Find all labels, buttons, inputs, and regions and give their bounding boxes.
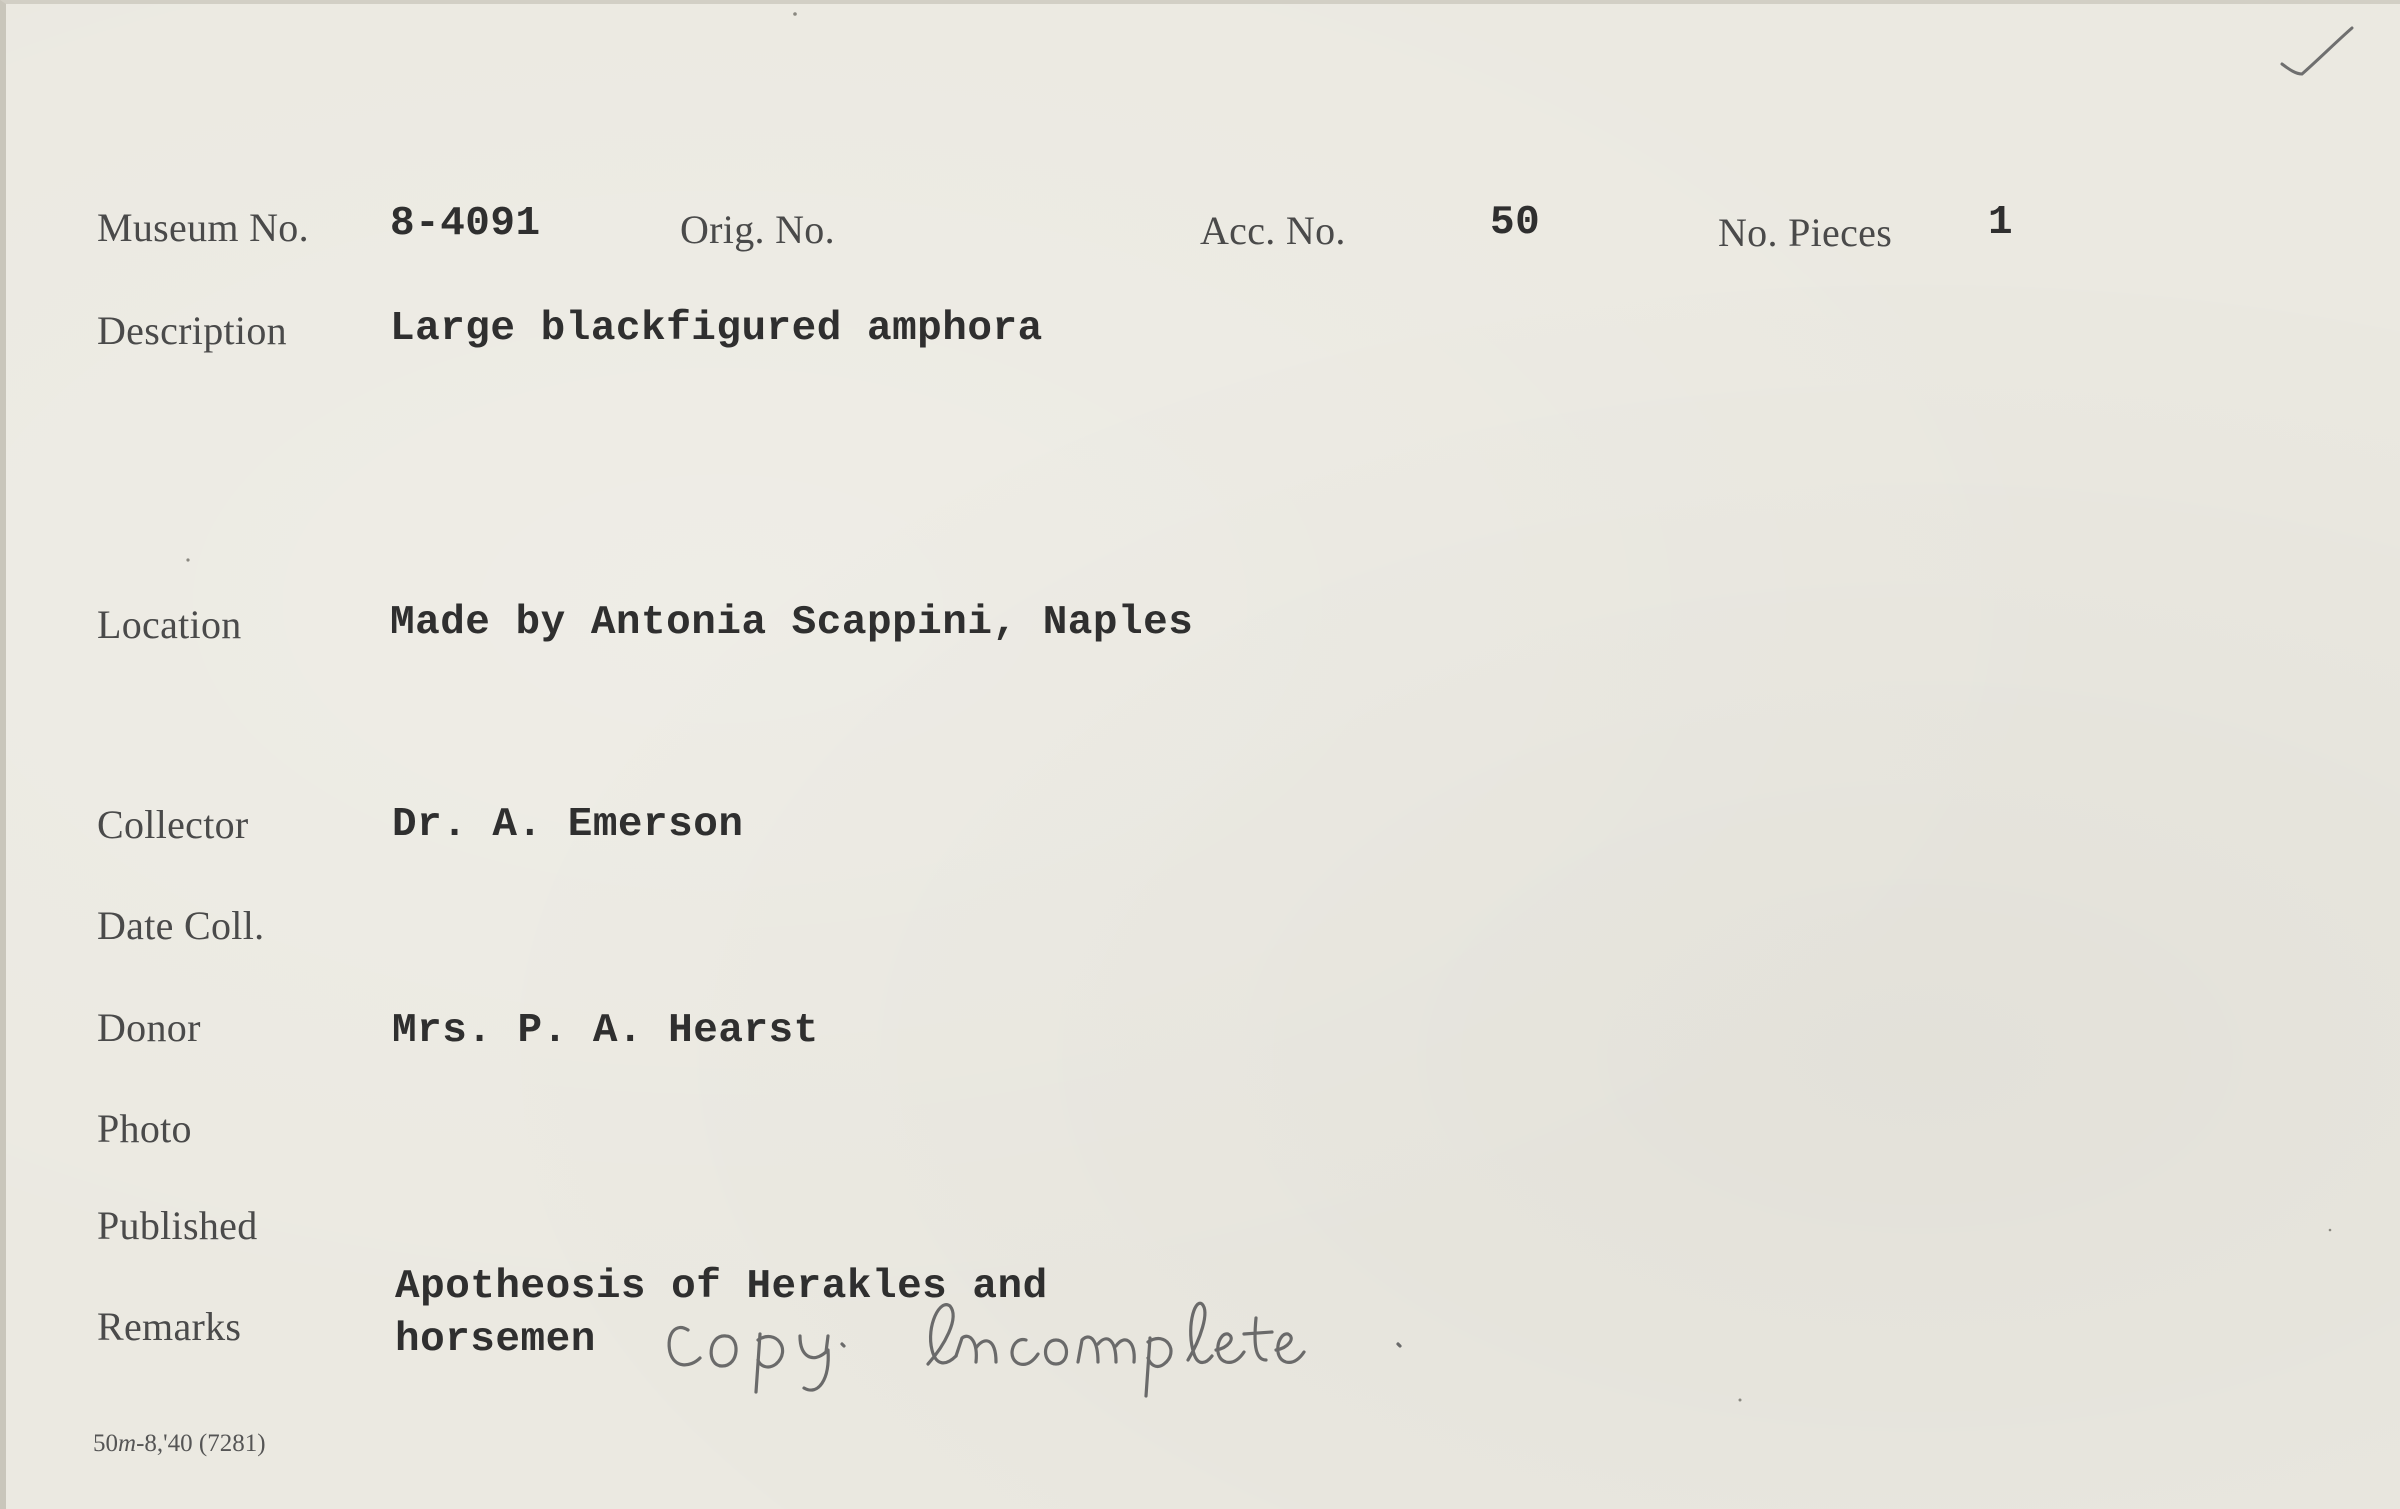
location-label: Location bbox=[97, 602, 242, 647]
remarks-value-line1: Apotheosis of Herakles and bbox=[395, 1264, 1048, 1310]
photo-label: Photo bbox=[97, 1106, 192, 1151]
location-value: Made by Antonia Scappini, Naples bbox=[390, 600, 1194, 646]
published-label: Published bbox=[97, 1203, 258, 1248]
donor-value: Mrs. P. A. Hearst bbox=[392, 1008, 819, 1054]
no-pieces-label: No. Pieces bbox=[1718, 210, 1893, 255]
no-pieces-value: 1 bbox=[1988, 200, 2014, 246]
date-coll-label: Date Coll. bbox=[97, 903, 265, 948]
acc-no-value: 50 bbox=[1490, 200, 1541, 246]
collector-label: Collector bbox=[97, 802, 249, 847]
remarks-value-line2: horsemen bbox=[395, 1317, 596, 1363]
print-code-prefix: 50 bbox=[93, 1430, 118, 1457]
collector-value: Dr. A. Emerson bbox=[392, 802, 744, 848]
print-code-italic: m bbox=[118, 1430, 137, 1457]
description-label: Description bbox=[97, 308, 287, 353]
museum-no-label: Museum No. bbox=[97, 205, 309, 250]
orig-no-label: Orig. No. bbox=[680, 207, 835, 252]
remarks-label: Remarks bbox=[97, 1304, 242, 1349]
print-code bbox=[93, 1430, 266, 1458]
acc-no-label: Acc. No. bbox=[1200, 208, 1346, 253]
print-code-suffix: -8,'40 (7281) bbox=[136, 1430, 266, 1457]
check-mark-icon bbox=[2282, 28, 2352, 74]
museum-no-value: 8-4091 bbox=[390, 201, 541, 247]
donor-label: Donor bbox=[97, 1005, 201, 1050]
description-value: Large blackfigured amphora bbox=[390, 306, 1043, 352]
